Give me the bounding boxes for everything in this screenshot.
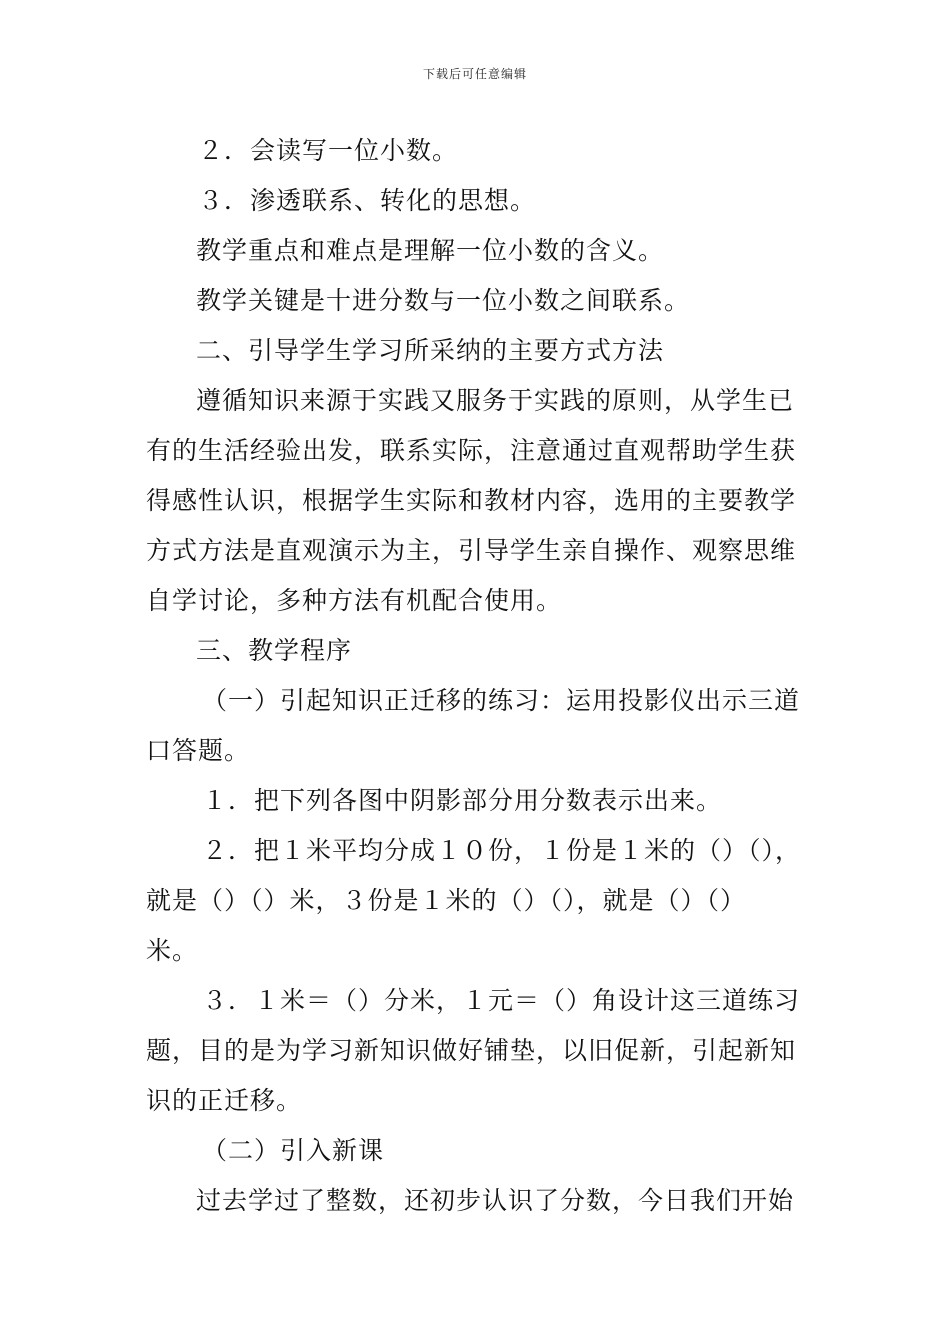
text-line: 方式方法是直观演示为主，引导学生亲自操作、观察思维 <box>146 536 797 565</box>
document-body <box>146 126 810 1226</box>
text-line: 遵循知识来源于实践又服务于实践的原则，从学生已 <box>196 386 795 415</box>
text-line: 自学讨论，多种方法有机配合使用。 <box>146 586 563 615</box>
section-heading: 二、引导学生学习所采纳的主要方式方法 <box>196 336 665 365</box>
text-line: 识的正迁移。 <box>146 1086 303 1115</box>
text-line: 过去学过了整数，还初步认识了分数，今日我们开始 <box>196 1186 795 1215</box>
text-line: ３．１米＝（）分米，１元＝（）角设计这三道练习 <box>202 986 801 1015</box>
text-line: 米。 <box>146 936 199 965</box>
text-line: 就是（）（）米，３份是１米的（）（），就是（）（） <box>146 886 747 915</box>
text-line: 题，目的是为学习新知识做好铺垫，以旧促新，引起新知 <box>146 1036 797 1065</box>
text-line: 教学重点和难点是理解一位小数的含义。 <box>196 236 665 265</box>
text-line: 口答题。 <box>146 736 251 765</box>
section-heading: 三、教学程序 <box>196 636 353 665</box>
subsection-heading: （二）引入新课 <box>202 1136 385 1165</box>
text-line: 教学关键是十进分数与一位小数之间联系。 <box>196 286 691 315</box>
text-line: １．把下列各图中阴影部分用分数表示出来。 <box>202 786 723 815</box>
text-line: 有的生活经验出发，联系实际，注意通过直观帮助学生获 <box>146 436 797 465</box>
text-line: ２．会读写一位小数。 <box>198 136 459 165</box>
text-line: （一）引起知识正迁移的练习：运用投影仪出示三道 <box>202 686 801 715</box>
text-line: 得感性认识，根据学生实际和教材内容，选用的主要教学 <box>146 486 797 515</box>
text-line: ３．渗透联系、转化的思想。 <box>198 186 537 215</box>
page-header: 下载后可任意编辑 <box>422 67 527 81</box>
text-line: ２．把１米平均分成１０份，１份是１米的（）（）， <box>202 836 802 865</box>
